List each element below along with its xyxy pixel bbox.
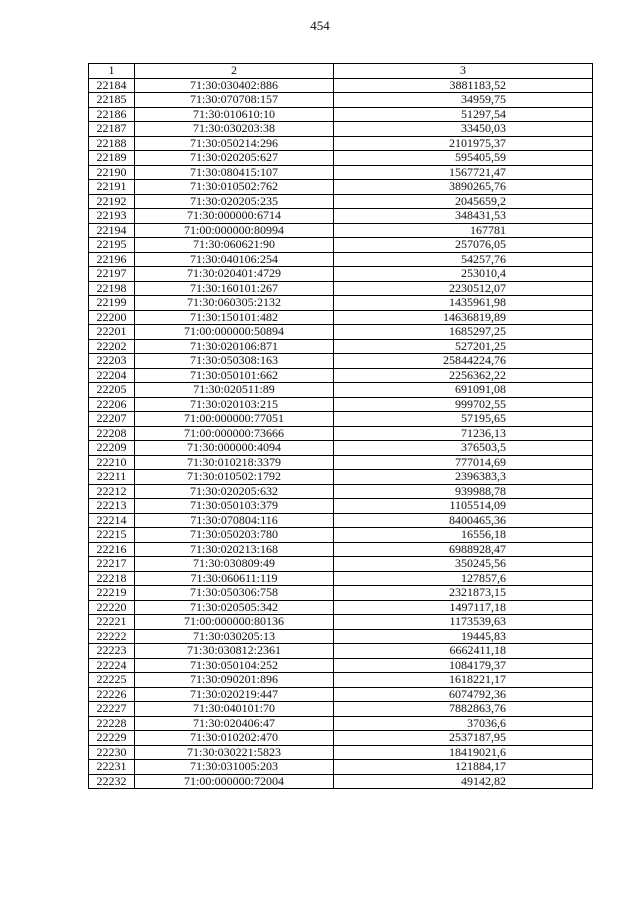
- table-row: [89, 78, 593, 93]
- cadastral-number-cell: 71:30:030221:5823: [135, 745, 334, 760]
- cadastral-number-cell: 71:30:050103:379: [135, 499, 334, 514]
- column-header-2: 2: [135, 64, 334, 79]
- table-row: [89, 557, 593, 572]
- value-cell: 19445,83: [334, 629, 593, 644]
- value-cell: 167781: [334, 223, 593, 238]
- table-row: [89, 252, 593, 267]
- cadastral-number-cell: 71:00:000000:80994: [135, 223, 334, 238]
- row-number-cell: 22208: [89, 426, 135, 441]
- row-number-cell: 22193: [89, 209, 135, 224]
- table-row: [89, 528, 593, 543]
- table-row: [89, 267, 593, 282]
- table-row: [89, 615, 593, 630]
- row-number-cell: 22194: [89, 223, 135, 238]
- row-number-cell: 22218: [89, 571, 135, 586]
- cadastral-number-cell: 71:30:030812:2361: [135, 644, 334, 659]
- value-cell: 253010,4: [334, 267, 593, 282]
- value-cell: 6662411,18: [334, 644, 593, 659]
- table-row: [89, 122, 593, 137]
- cadastral-number-cell: 71:30:050306:758: [135, 586, 334, 601]
- cadastral-number-cell: 71:30:020406:47: [135, 716, 334, 731]
- cadastral-number-cell: 71:30:070708:157: [135, 93, 334, 108]
- cadastral-number-cell: 71:30:090201:896: [135, 673, 334, 688]
- cadastral-number-cell: 71:30:020213:168: [135, 542, 334, 557]
- table-row: [89, 702, 593, 717]
- value-cell: 6074792,36: [334, 687, 593, 702]
- value-cell: 1435961,98: [334, 296, 593, 311]
- cadastral-number-cell: 71:30:060305:2132: [135, 296, 334, 311]
- cadastral-number-cell: 71:30:050104:252: [135, 658, 334, 673]
- row-number-cell: 22206: [89, 397, 135, 412]
- cadastral-number-cell: 71:30:010502:762: [135, 180, 334, 195]
- table-row: [89, 731, 593, 746]
- value-cell: 2045659,2: [334, 194, 593, 209]
- cadastral-number-cell: 71:00:000000:72004: [135, 774, 334, 789]
- value-cell: 376503,5: [334, 441, 593, 456]
- table-row: [89, 716, 593, 731]
- table-row: [89, 455, 593, 470]
- value-cell: 71236,13: [334, 426, 593, 441]
- value-cell: 34959,75: [334, 93, 593, 108]
- cadastral-number-cell: 71:30:070804:116: [135, 513, 334, 528]
- value-cell: 6988928,47: [334, 542, 593, 557]
- row-number-cell: 22213: [89, 499, 135, 514]
- cadastral-number-cell: 71:30:040106:254: [135, 252, 334, 267]
- row-number-cell: 22200: [89, 310, 135, 325]
- cadastral-number-cell: 71:30:031005:203: [135, 760, 334, 775]
- row-number-cell: 22212: [89, 484, 135, 499]
- table-row: [89, 325, 593, 340]
- value-cell: 54257,76: [334, 252, 593, 267]
- table-row: [89, 223, 593, 238]
- value-cell: 691091,08: [334, 383, 593, 398]
- cadastral-number-cell: 71:30:010202:470: [135, 731, 334, 746]
- row-number-cell: 22224: [89, 658, 135, 673]
- column-header-1: 1: [89, 64, 135, 79]
- value-cell: 999702,55: [334, 397, 593, 412]
- cadastral-number-cell: 71:30:080415:107: [135, 165, 334, 180]
- value-cell: 57195,65: [334, 412, 593, 427]
- table-row: [89, 310, 593, 325]
- table-row: [89, 644, 593, 659]
- column-header-3: 3: [334, 64, 593, 79]
- table-row: [89, 165, 593, 180]
- table-row: [89, 368, 593, 383]
- cadastral-number-cell: 71:00:000000:80136: [135, 615, 334, 630]
- value-cell: 49142,82: [334, 774, 593, 789]
- row-number-cell: 22198: [89, 281, 135, 296]
- row-number-cell: 22199: [89, 296, 135, 311]
- cadastral-number-cell: 71:30:010502:1792: [135, 470, 334, 485]
- row-number-cell: 22214: [89, 513, 135, 528]
- row-number-cell: 22215: [89, 528, 135, 543]
- table-row: [89, 281, 593, 296]
- value-cell: 1497117,18: [334, 600, 593, 615]
- table-row: [89, 93, 593, 108]
- row-number-cell: 22220: [89, 600, 135, 615]
- table-row: [89, 354, 593, 369]
- table-row: [89, 107, 593, 122]
- cadastral-number-cell: 71:30:050214:296: [135, 136, 334, 151]
- row-number-cell: 22207: [89, 412, 135, 427]
- value-cell: 25844224,76: [334, 354, 593, 369]
- value-cell: 51297,54: [334, 107, 593, 122]
- cadastral-number-cell: 71:00:000000:50894: [135, 325, 334, 340]
- value-cell: 14636819,89: [334, 310, 593, 325]
- cadastral-number-cell: 71:30:020103:215: [135, 397, 334, 412]
- table-row: [89, 542, 593, 557]
- value-cell: 1567721,47: [334, 165, 593, 180]
- value-cell: 2101975,37: [334, 136, 593, 151]
- table-row: [89, 745, 593, 760]
- row-number-cell: 22211: [89, 470, 135, 485]
- row-number-cell: 22187: [89, 122, 135, 137]
- row-number-cell: 22192: [89, 194, 135, 209]
- value-cell: 2537187,95: [334, 731, 593, 746]
- value-cell: 1685297,25: [334, 325, 593, 340]
- value-cell: 595405,59: [334, 151, 593, 166]
- cadastral-number-cell: 71:30:060621:90: [135, 238, 334, 253]
- cadastral-number-cell: 71:30:010218:3379: [135, 455, 334, 470]
- row-number-cell: 22201: [89, 325, 135, 340]
- row-number-cell: 22223: [89, 644, 135, 659]
- row-number-cell: 22217: [89, 557, 135, 572]
- cadastral-number-cell: 71:30:030205:13: [135, 629, 334, 644]
- value-cell: 348431,53: [334, 209, 593, 224]
- row-number-cell: 22202: [89, 339, 135, 354]
- table-row: [89, 180, 593, 195]
- table-row: [89, 687, 593, 702]
- cadastral-number-cell: 71:00:000000:77051: [135, 412, 334, 427]
- value-cell: 7882863,76: [334, 702, 593, 717]
- table-row: [89, 484, 593, 499]
- row-number-cell: 22210: [89, 455, 135, 470]
- cadastral-number-cell: 71:30:060611:119: [135, 571, 334, 586]
- table-row: [89, 499, 593, 514]
- table-row: [89, 194, 593, 209]
- cadastral-number-cell: 71:30:020205:627: [135, 151, 334, 166]
- row-number-cell: 22189: [89, 151, 135, 166]
- cadastral-number-cell: 71:30:020106:871: [135, 339, 334, 354]
- value-cell: 2256362,22: [334, 368, 593, 383]
- value-cell: 257076,05: [334, 238, 593, 253]
- table-row: [89, 600, 593, 615]
- row-number-cell: 22228: [89, 716, 135, 731]
- cadastral-number-cell: 71:30:030203:38: [135, 122, 334, 137]
- value-cell: 3890265,76: [334, 180, 593, 195]
- table-row: [89, 586, 593, 601]
- value-cell: 2230512,07: [334, 281, 593, 296]
- cadastral-number-cell: 71:30:000000:6714: [135, 209, 334, 224]
- value-cell: 16556,18: [334, 528, 593, 543]
- row-number-cell: 22231: [89, 760, 135, 775]
- value-cell: 939988,78: [334, 484, 593, 499]
- value-cell: 127857,6: [334, 571, 593, 586]
- row-number-cell: 22190: [89, 165, 135, 180]
- row-number-cell: 22221: [89, 615, 135, 630]
- table-row: [89, 513, 593, 528]
- value-cell: 777014,69: [334, 455, 593, 470]
- cadastral-number-cell: 71:30:020511:89: [135, 383, 334, 398]
- table-row: [89, 296, 593, 311]
- table-row: [89, 426, 593, 441]
- cadastral-number-cell: 71:30:150101:482: [135, 310, 334, 325]
- table-body: [89, 64, 593, 789]
- row-number-cell: 22203: [89, 354, 135, 369]
- table-row: [89, 209, 593, 224]
- data-table: [88, 63, 593, 789]
- row-number-cell: 22229: [89, 731, 135, 746]
- row-number-cell: 22197: [89, 267, 135, 282]
- value-cell: 2396383,3: [334, 470, 593, 485]
- value-cell: 1173539,63: [334, 615, 593, 630]
- table-row: [89, 571, 593, 586]
- cadastral-number-cell: 71:30:020505:342: [135, 600, 334, 615]
- cadastral-number-cell: 71:30:020219:447: [135, 687, 334, 702]
- cadastral-number-cell: 71:30:050203:780: [135, 528, 334, 543]
- table-row: [89, 383, 593, 398]
- value-cell: 527201,25: [334, 339, 593, 354]
- table-row: [89, 238, 593, 253]
- cadastral-number-cell: 71:30:020205:235: [135, 194, 334, 209]
- row-number-cell: 22185: [89, 93, 135, 108]
- cadastral-number-cell: 71:30:050101:662: [135, 368, 334, 383]
- row-number-cell: 22204: [89, 368, 135, 383]
- row-number-cell: 22188: [89, 136, 135, 151]
- table-row: [89, 470, 593, 485]
- table-row: [89, 397, 593, 412]
- value-cell: 350245,56: [334, 557, 593, 572]
- row-number-cell: 22222: [89, 629, 135, 644]
- table-row: [89, 412, 593, 427]
- value-cell: 37036,6: [334, 716, 593, 731]
- row-number-cell: 22196: [89, 252, 135, 267]
- table-row: [89, 441, 593, 456]
- table-row: [89, 658, 593, 673]
- row-number-cell: 22209: [89, 441, 135, 456]
- value-cell: 1084179,37: [334, 658, 593, 673]
- table-row: [89, 673, 593, 688]
- row-number-cell: 22205: [89, 383, 135, 398]
- cadastral-number-cell: 71:30:040101:70: [135, 702, 334, 717]
- table-row: [89, 774, 593, 789]
- row-number-cell: 22216: [89, 542, 135, 557]
- row-number-cell: 22226: [89, 687, 135, 702]
- row-number-cell: 22195: [89, 238, 135, 253]
- value-cell: 121884,17: [334, 760, 593, 775]
- cadastral-number-cell: 71:30:020205:632: [135, 484, 334, 499]
- value-cell: 1618221,17: [334, 673, 593, 688]
- cadastral-number-cell: 71:30:020401:4729: [135, 267, 334, 282]
- table-row: [89, 629, 593, 644]
- row-number-cell: 22230: [89, 745, 135, 760]
- page-number: 454: [310, 18, 330, 33]
- row-number-cell: 22227: [89, 702, 135, 717]
- cadastral-number-cell: 71:30:000000:4094: [135, 441, 334, 456]
- row-number-cell: 22191: [89, 180, 135, 195]
- cadastral-number-cell: 71:30:030402:886: [135, 78, 334, 93]
- row-number-cell: 22219: [89, 586, 135, 601]
- value-cell: 2321873,15: [334, 586, 593, 601]
- table-row: [89, 151, 593, 166]
- value-cell: 1105514,09: [334, 499, 593, 514]
- value-cell: 33450,03: [334, 122, 593, 137]
- row-number-cell: 22225: [89, 673, 135, 688]
- row-number-cell: 22232: [89, 774, 135, 789]
- table-header-row: [89, 64, 593, 79]
- value-cell: 3881183,52: [334, 78, 593, 93]
- cadastral-number-cell: 71:30:050308:163: [135, 354, 334, 369]
- value-cell: 18419021,6: [334, 745, 593, 760]
- table-row: [89, 760, 593, 775]
- row-number-cell: 22184: [89, 78, 135, 93]
- row-number-cell: 22186: [89, 107, 135, 122]
- table-row: [89, 339, 593, 354]
- table-row: [89, 136, 593, 151]
- cadastral-number-cell: 71:30:010610:10: [135, 107, 334, 122]
- cadastral-number-cell: 71:00:000000:73666: [135, 426, 334, 441]
- cadastral-number-cell: 71:30:030809:49: [135, 557, 334, 572]
- cadastral-number-cell: 71:30:160101:267: [135, 281, 334, 296]
- value-cell: 8400465,36: [334, 513, 593, 528]
